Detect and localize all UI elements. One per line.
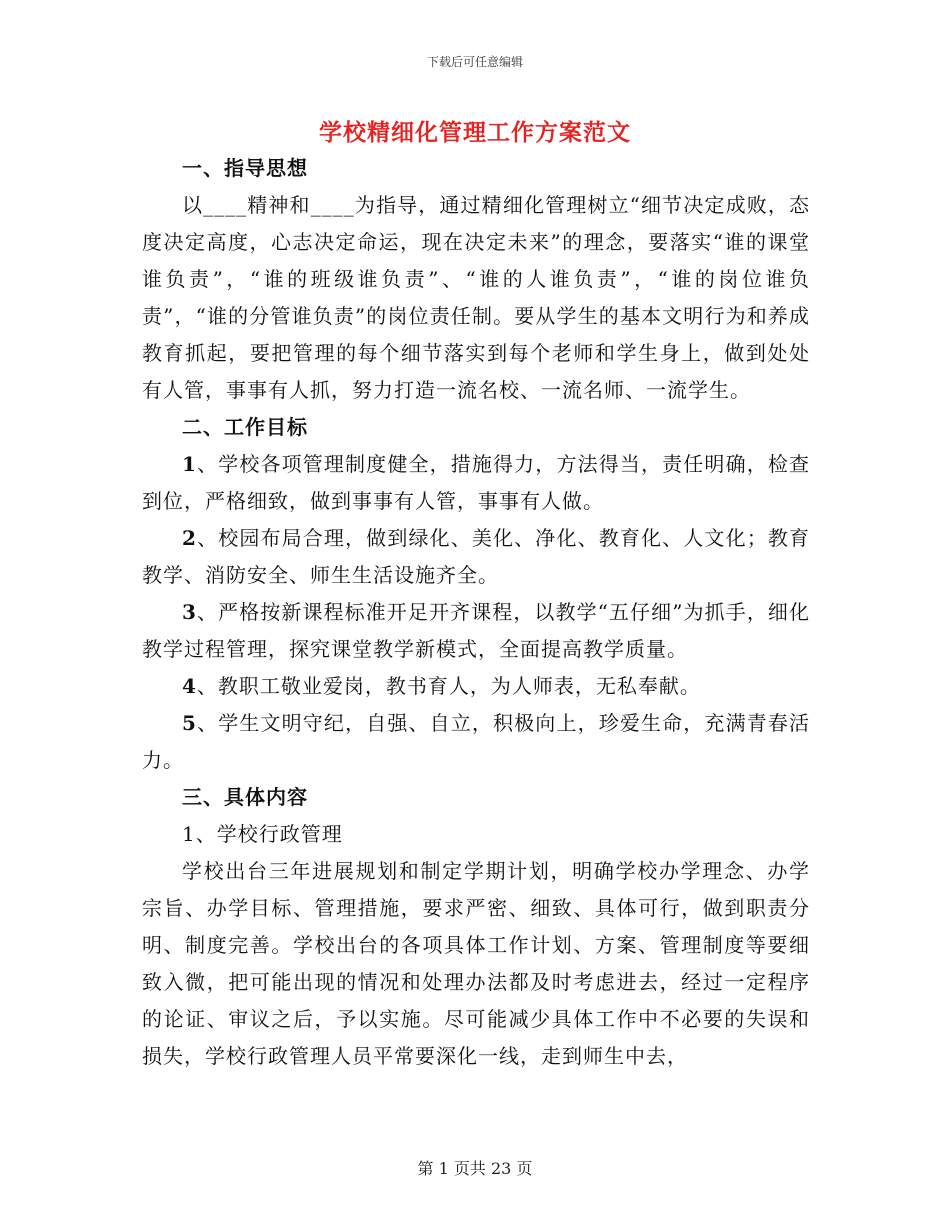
document-body xyxy=(142,150,810,1075)
goal-number: 1 xyxy=(182,452,197,476)
admin-paragraph: 学校出台三年进展规划和制定学期计划，明确学校办学理念、办学宗旨、办学目标、管理措施，要求严密、细致、具体可行，做到职责分明、制度完善。学校出台的各项具体工作计划、方案、管理制度等要细致入微，把可能出现的情况和处理办法都及时考虑进去，经过一定程序的论证、审议之后，予以实施。尽可能减少具体工作中不必要的失误和损失，学校行政管理人员平常要深化一线，走到师生中去， xyxy=(142,859,810,1068)
page-footer: 第 1 页共 23 页 xyxy=(417,1159,533,1178)
goal-text: 、严格按新课程标准开足开齐课程，以教学“五仔细”为抓手，细化教学过程管理，探究课堂教学新模式，全面提高教学质量。 xyxy=(142,600,810,661)
section-heading-content: 三、具体内容 xyxy=(182,785,308,809)
goal-text: 、学生文明守纪，自强、自立，积极向上，珍爱生命，充满青春活力。 xyxy=(142,711,810,772)
goal-text: 、校园布局合理，做到绿化、美化、净化、教育化、人文化；教育教学、消防安全、师生生活设施齐全。 xyxy=(142,526,810,587)
goal-text: 、教职工敬业爱岗，教书育人，为人师表，无私奉献。 xyxy=(196,674,701,698)
goal-number: 4 xyxy=(182,674,197,698)
goal-number: 5 xyxy=(182,711,197,735)
goal-item xyxy=(142,520,810,594)
section-heading-guiding: 一、指导思想 xyxy=(182,156,308,180)
goal-item xyxy=(142,668,810,705)
goal-text: 、学校各项管理制度健全，措施得力，方法得当，责任明确，检查到位，严格细致，做到事事有人管，事事有人做。 xyxy=(142,452,810,513)
sub-heading-admin: 1、学校行政管理 xyxy=(182,822,343,846)
section-heading-goals: 二、工作目标 xyxy=(182,415,308,439)
guiding-paragraph: 以____精神和____为指导，通过精细化管理树立“细节决定成败，态度决定高度，心志决定命运，现在决定未来”的理念，要落实“谁的课堂谁负责”，“谁的班级谁负责”、“谁的人谁负责”，“谁的岗位谁负责”，“谁的分管谁负责”的岗位责任制。要从学生的基本文明行为和养成教育抓起，要把管理的每个细节落实到每个老师和学生身上，做到处处有人管，事事有人抓，努力打造一流名校、一流名师、一流学生。 xyxy=(142,193,810,402)
goal-item xyxy=(142,705,810,779)
goal-item xyxy=(142,446,810,520)
goal-number: 2 xyxy=(182,526,197,550)
document-title: 学校精细化管理工作方案范文 xyxy=(319,119,631,146)
goal-item xyxy=(142,594,810,668)
page-header: 下载后可任意编辑 xyxy=(426,55,523,69)
goal-number: 3 xyxy=(182,600,197,624)
